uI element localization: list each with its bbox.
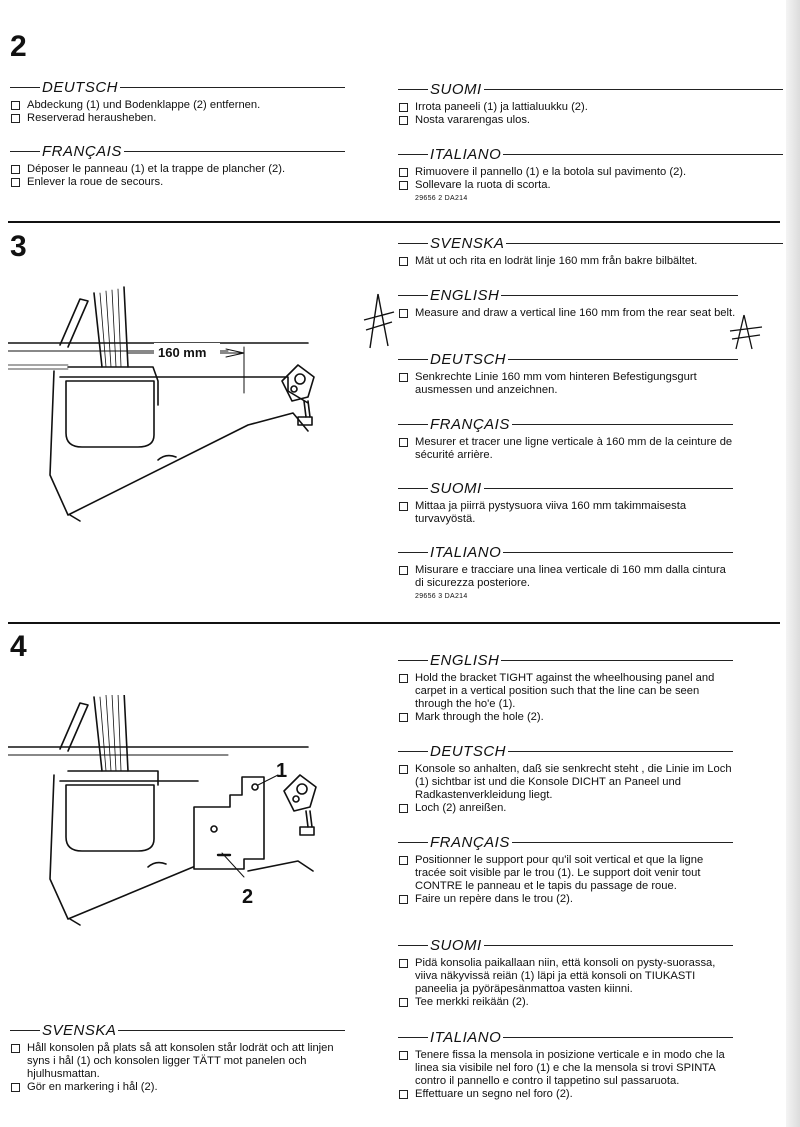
- step4-suomi-block: [398, 936, 733, 1009]
- step4-english-item-1: Hold the bracket TIGHT against the wheelhousing panel and carpet in a vertical position such that the line can be seen through the ho'e (1).: [398, 672, 733, 711]
- step4-deutsch-heading: DEUTSCH: [430, 742, 507, 760]
- step2-suomi-block: [398, 80, 783, 127]
- step2-francais-item-2: Enlever la roue de secours.: [10, 176, 345, 189]
- step2-francais-heading: FRANÇAIS: [42, 142, 122, 160]
- step3-francais-item-1: Mesurer et tracer une ligne verticale à 160 mm de la ceinture de sécurité arrière.: [398, 436, 733, 462]
- step4-francais-block: [398, 833, 733, 906]
- step3-svenska-block: [398, 234, 783, 268]
- step4-english-block: [398, 651, 733, 724]
- step-number-2: 2: [10, 30, 27, 63]
- step2-italiano-item-1: Rimuovere il pannello (1) e la botola sul pavimento (2).: [398, 166, 783, 179]
- step4-deutsch-item-2: Loch (2) anreißen.: [398, 802, 733, 815]
- step3-suomi-item-1: Mittaa ja piirrä pystysuora viiva 160 mm takimmaisesta turvavyöstä.: [398, 500, 733, 526]
- step3-dimension-label: 160 mm: [158, 345, 207, 360]
- step2-deutsch-item-2: Reserverad herausheben.: [10, 112, 345, 125]
- step3-italiano-heading: ITALIANO: [430, 543, 502, 561]
- step2-figure-code: 29656 2 DA214: [415, 195, 468, 202]
- step3-english-item-1: Measure and draw a vertical line 160 mm from the rear seat belt.: [398, 307, 738, 320]
- step-number-4: 4: [10, 630, 27, 663]
- step2-italiano-block: [398, 145, 783, 202]
- step4-suomi-heading: SUOMI: [430, 936, 482, 954]
- step3-deutsch-block: [398, 350, 738, 397]
- step3-svenska-item-1: Mät ut och rita en lodrät linje 160 mm från bakre bilbältet.: [398, 255, 783, 268]
- step4-svenska-item-1: Håll konsolen på plats så att konsolen står lodrät och att linjen syns i hål (1) och konsolen ligger TÄTT mot panelen och hjulhusmattan.: [10, 1042, 345, 1081]
- step4-italiano-item-1: Tenere fissa la mensola in posizione verticale e in modo che la linea sia visibile nel foro (1) e che la mensola si trovi SPINTA contro il pannello e contro il tappetino sul passaruota.: [398, 1049, 733, 1088]
- step3-deutsch-heading: DEUTSCH: [430, 350, 507, 368]
- step4-callout-2: 2: [242, 886, 254, 908]
- step4-italiano-heading: ITALIANO: [430, 1028, 502, 1046]
- step2-italiano-heading: ITALIANO: [430, 145, 502, 163]
- handwritten-star-mark-left: [360, 290, 396, 352]
- step4-svenska-item-2: Gör en markering i hål (2).: [10, 1081, 345, 1094]
- step3-english-block: [398, 286, 738, 320]
- step2-francais-block: [10, 142, 345, 189]
- step3-deutsch-item-1: Senkrechte Linie 160 mm vom hinteren Befestigungsgurt ausmessen und anzeichnen.: [398, 371, 738, 397]
- step3-francais-heading: FRANÇAIS: [430, 415, 510, 433]
- step3-figure-code: 29656 3 DA214: [415, 593, 468, 600]
- step2-suomi-heading: SUOMI: [430, 80, 482, 98]
- page-edge-shadow: [786, 0, 800, 1127]
- step4-svenska-block: [10, 1021, 345, 1094]
- step2-suomi-item-1: Irrota paneeli (1) ja lattialuukku (2).: [398, 101, 783, 114]
- step4-deutsch-block: [398, 742, 733, 815]
- step3-suomi-heading: SUOMI: [430, 479, 482, 497]
- step3-italiano-block: [398, 543, 733, 600]
- step2-deutsch-block: [10, 78, 345, 125]
- step4-deutsch-item-1: Konsole so anhalten, daß sie senkrecht steht , die Linie im Loch (1) sichtbar ist und die Konsole DICHT an Paneel und Radkastenverkleidung liegt.: [398, 763, 733, 802]
- step4-francais-item-1: Positionner le support pour qu'il soit vertical et que la ligne tracée soit visible par le trou (1). Le support doit venir tout CONTRE le panneau et le tapis du passage de roue.: [398, 854, 733, 893]
- step4-callout-1: 1: [276, 760, 288, 782]
- step4-suomi-item-1: Pidä konsolia paikallaan niin, että konsoli on pysty-suorassa, viiva näkyvissä reiän (1) läpi ja että konsoli on TIUKASTI paneelia ja pyöräpesänmattoa vasten kiinni.: [398, 957, 733, 996]
- step2-suomi-item-2: Nosta vararengas ulos.: [398, 114, 783, 127]
- step3-italiano-item-1: Misurare e tracciare una linea verticale di 160 mm dalla cintura di sicurezza posteriore.: [398, 564, 733, 590]
- step4-francais-item-2: Faire un repère dans le trou (2).: [398, 893, 733, 906]
- step4-english-heading: ENGLISH: [430, 651, 500, 669]
- step2-deutsch-item-1: Abdeckung (1) und Bodenklappe (2) entfernen.: [10, 99, 345, 112]
- step-number-3: 3: [10, 230, 27, 263]
- step3-francais-block: [398, 415, 733, 462]
- step3-suomi-block: [398, 479, 733, 526]
- step2-francais-item-1: Déposer le panneau (1) et la trappe de plancher (2).: [10, 163, 345, 176]
- step4-suomi-item-2: Tee merkki reikään (2).: [398, 996, 733, 1009]
- step3-english-heading: ENGLISH: [430, 286, 500, 304]
- step4-italiano-item-2: Effettuare un segno nel foro (2).: [398, 1088, 733, 1101]
- step2-italiano-item-2: Sollevare la ruota di scorta.: [398, 179, 783, 192]
- step4-francais-heading: FRANÇAIS: [430, 833, 510, 851]
- step4-illustration: [8, 695, 358, 975]
- step3-svenska-heading: SVENSKA: [430, 234, 505, 252]
- step4-italiano-block: [398, 1028, 733, 1101]
- section-divider: [8, 221, 780, 223]
- step2-deutsch-heading: DEUTSCH: [42, 78, 119, 96]
- step4-svenska-heading: SVENSKA: [42, 1021, 117, 1039]
- step4-english-item-2: Mark through the hole (2).: [398, 711, 733, 724]
- section-divider: [8, 622, 780, 624]
- step3-illustration: [8, 285, 358, 540]
